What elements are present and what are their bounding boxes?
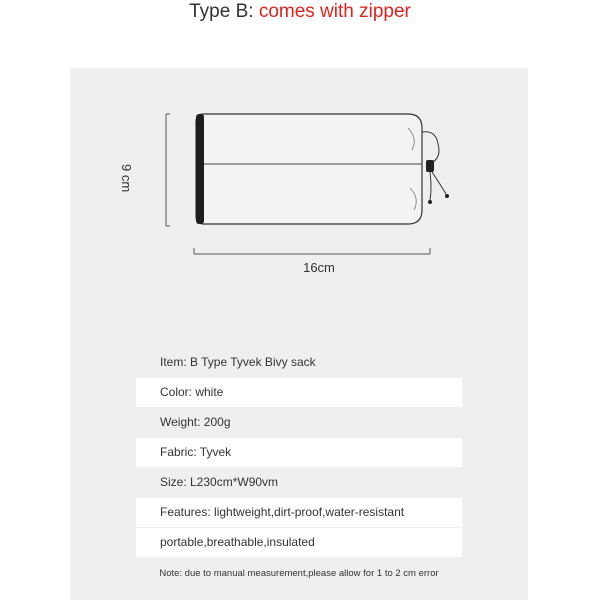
- spec-list: [136, 348, 462, 558]
- product-info-panel: [70, 68, 528, 600]
- page-title: [0, 0, 600, 24]
- spec-weight: Weight: 200g: [160, 415, 231, 429]
- spec-color: Color: white: [136, 378, 462, 407]
- spec-fabric: Fabric: Tyvek: [136, 438, 462, 467]
- title-accent: comes with zipper: [258, 1, 411, 22]
- spec-features-continued: portable,breathable,insulated: [136, 528, 462, 557]
- spec-features: Features: lightweight,dirt-proof,water-resistant: [136, 498, 462, 527]
- stuff-sack-illustration: [196, 114, 449, 224]
- measurement-note: Note: due to manual measurement,please allow for 1 to 2 cm error: [159, 568, 439, 579]
- title-label: Type B:: [189, 1, 259, 22]
- width-label: 16cm: [303, 260, 335, 275]
- spec-size: Size: L230cm*W90vm: [160, 475, 279, 489]
- spec-item: Item: B Type Tyvek Bivy sack: [160, 355, 316, 369]
- height-label: 9 cm: [119, 164, 134, 193]
